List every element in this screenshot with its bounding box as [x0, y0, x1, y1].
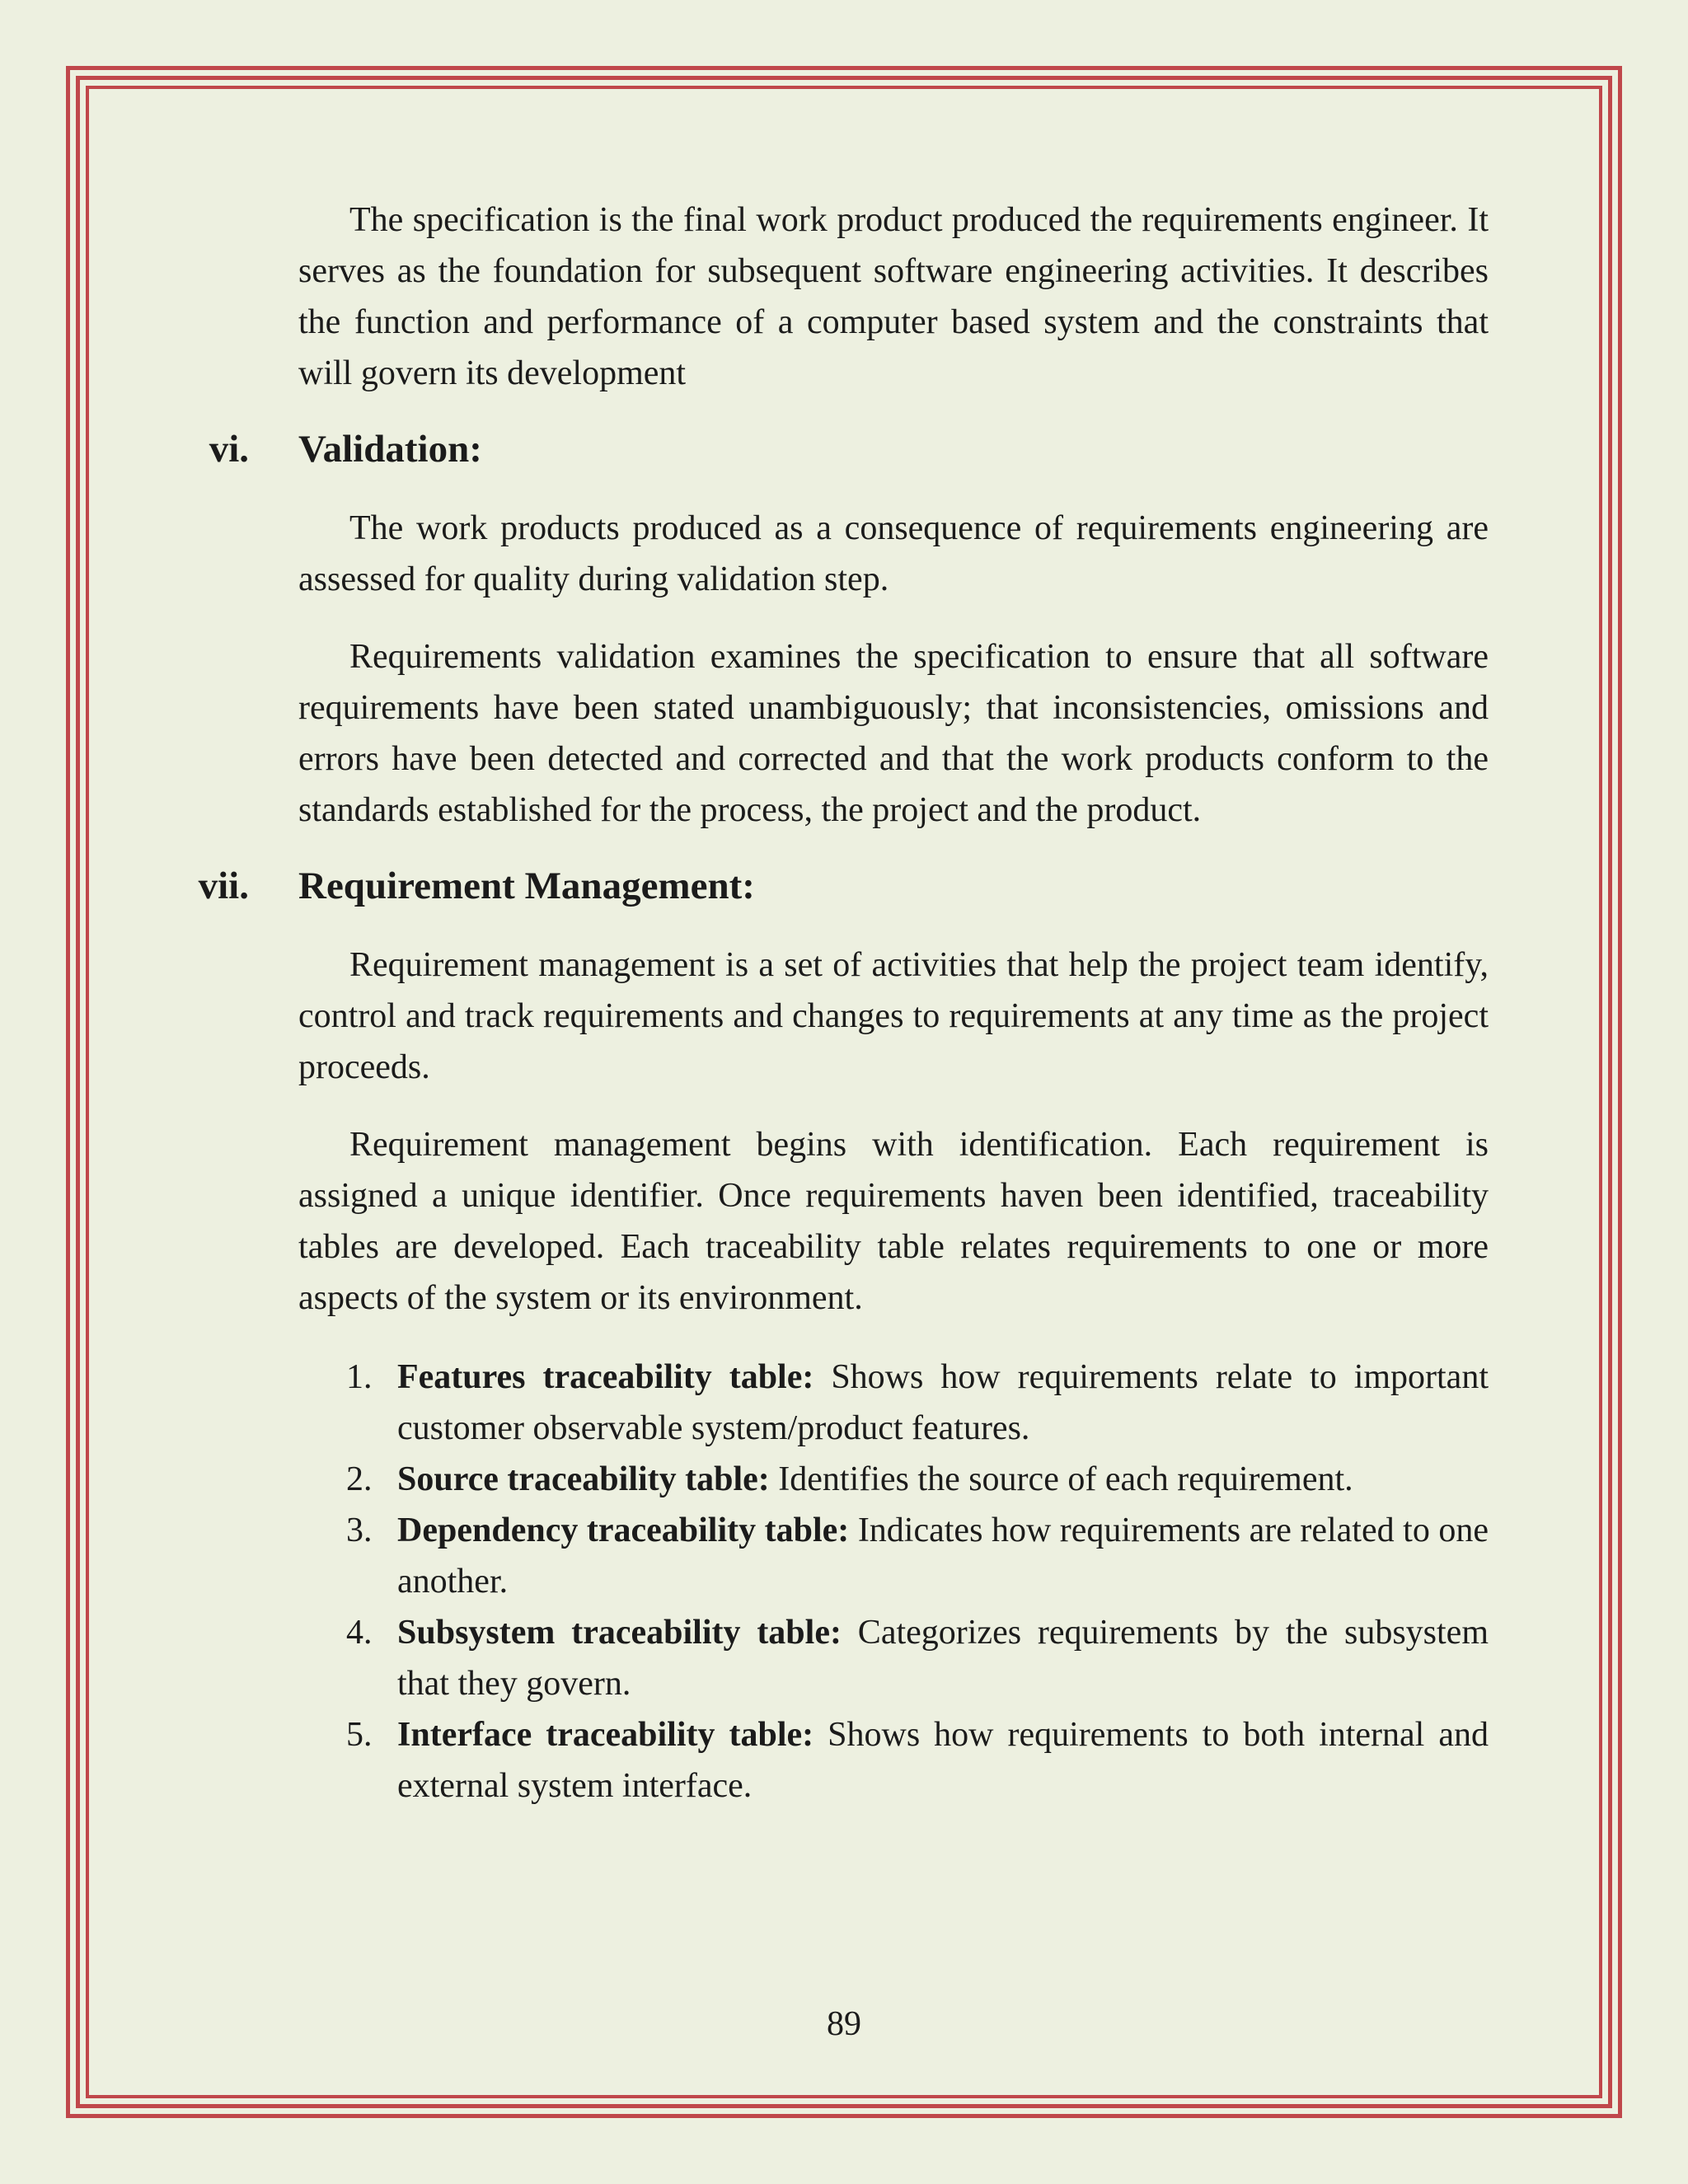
list-item-term: Dependency traceability table: [397, 1511, 850, 1549]
list-item [346, 1607, 1489, 1709]
list-item-text: Indicates how requirements are related to one another. [397, 1511, 1489, 1601]
intro-paragraph: The specification is the final work product produced the requirements engineer. It serves as the foundation for subsequent software engineering activities. It describes the function and performance of a computer based system and the constraints that will govern its development [298, 201, 1489, 392]
validation-paragraph-1: The work products produced as a consequence of requirements engineering are assessed for quality during validation step. [298, 509, 1489, 598]
section-title: Requirement Management: [298, 865, 755, 907]
section-title: Validation: [298, 428, 482, 471]
list-item [346, 1709, 1489, 1811]
section-number: vii. [198, 865, 249, 907]
traceability-table-list [298, 1352, 1489, 1811]
list-item-number: 5. [346, 1716, 373, 1754]
list-item-text: Shows how requirements to both internal and external system interface. [397, 1716, 1489, 1805]
page-number: 89 [827, 2005, 861, 2043]
list-item-term: Source traceability table: [397, 1460, 770, 1498]
list-item-number: 3. [346, 1511, 373, 1549]
list-item-number: 1. [346, 1358, 373, 1396]
list-item-text: Shows how requirements relate to important customer observable system/product features. [397, 1358, 1489, 1447]
list-item-text: Identifies the source of each requirement. [769, 1460, 1353, 1498]
list-item-term: Features traceability table: [397, 1358, 814, 1396]
list-item-number: 2. [346, 1460, 373, 1498]
list-item-text: Categorizes requirements by the subsystem that they govern. [397, 1614, 1489, 1703]
list-item-number: 4. [346, 1614, 373, 1652]
management-paragraph-1: Requirement management is a set of activities that help the project team identify, control and track requirements and changes to requirements at any time as the project proceeds. [298, 946, 1489, 1086]
section-number: vi. [209, 428, 249, 471]
section-heading-validation [209, 424, 1489, 475]
section-heading-requirement-management [198, 860, 1489, 912]
page-content [198, 194, 1489, 1811]
validation-paragraph-2: Requirements validation examines the specification to ensure that all software requirements have been stated unambiguously; that inconsistencies, omissions and errors have been detected and corrected and that the work products conform to the standards established for the process, the project and the product. [298, 638, 1489, 829]
list-item [346, 1505, 1489, 1607]
list-item [346, 1454, 1489, 1505]
management-paragraph-2: Requirement management begins with identification. Each requirement is assigned a unique identifier. Once requirements haven been identified, traceability tables are developed. Each traceability table relates requirements to one or more aspects of the system or its environment. [298, 1126, 1489, 1317]
list-item-term: Interface traceability table: [397, 1716, 814, 1754]
list-item-term: Subsystem traceability table: [397, 1614, 842, 1652]
list-item [346, 1352, 1489, 1454]
